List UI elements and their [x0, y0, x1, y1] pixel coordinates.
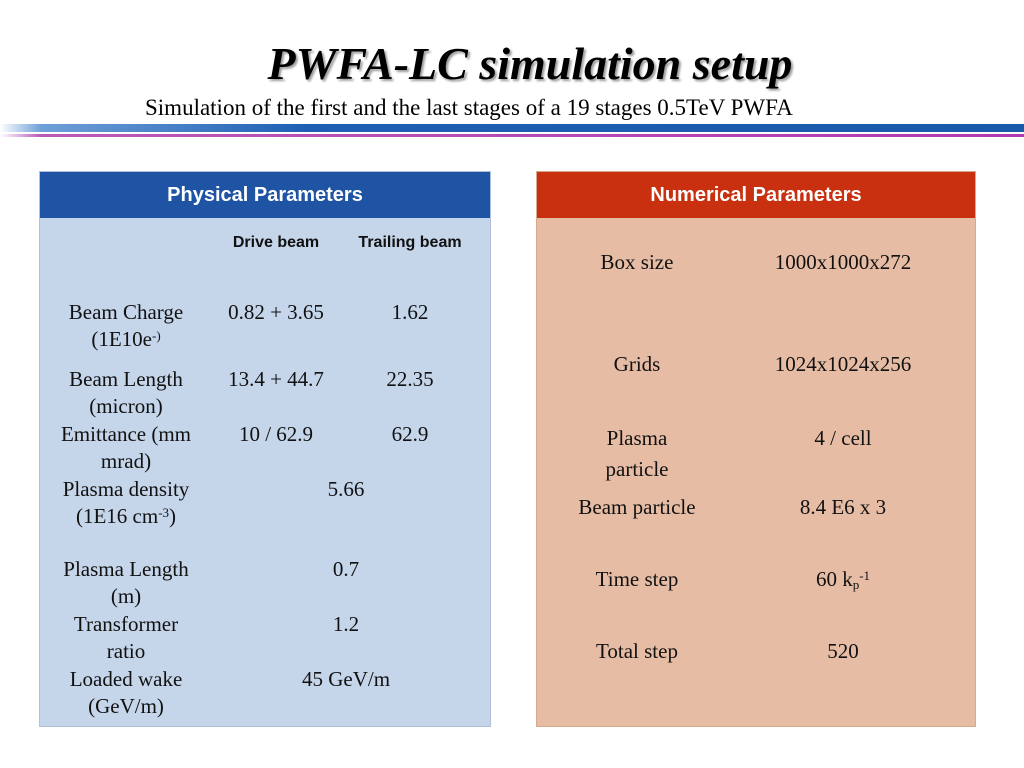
col-header-drive: Drive beam	[232, 234, 320, 251]
numerical-parameters-header: Numerical Parameters	[537, 172, 975, 218]
slide-subtitle: Simulation of the first and the last stages of a 19 stages 0.5TeV PWFA	[145, 95, 793, 120]
num-value-total-step: 520	[827, 639, 859, 663]
num-label-time-step: Time step	[595, 567, 679, 591]
row-label-emittance	[40, 421, 212, 475]
num-value-plasma-particle: 4 / cell	[814, 426, 872, 450]
drive-value: 10 / 62.9	[238, 422, 314, 446]
row-label-transformer-ratio	[40, 611, 212, 665]
row-label-line1: Beam Length	[69, 367, 183, 391]
row-label-line2: mrad)	[100, 449, 152, 473]
row-label-plasma-density	[40, 476, 212, 530]
row-label-line2: (m)	[110, 584, 142, 608]
num-value-box-size: 1000x1000x272	[774, 250, 912, 274]
num-label-grids: Grids	[613, 352, 661, 376]
num-label-plasma-particle	[537, 423, 737, 485]
num-label-line1: Plasma	[606, 426, 668, 450]
drive-value: 0.82 + 3.65	[228, 300, 324, 324]
row-label-line2: (micron)	[89, 394, 163, 418]
col-header-trailing: Trailing beam	[358, 234, 462, 251]
num-value-beam-particle: 8.4 E6 x 3	[799, 495, 887, 519]
row-label-beam-length	[40, 366, 212, 420]
trailing-value: 1.62	[391, 300, 429, 324]
row-label-line2: (1E16 $cm^{-3}$)	[75, 504, 177, 528]
trailing-value: 22.35	[386, 367, 434, 391]
row-label-line1: Emittance (mm	[60, 422, 192, 446]
row-label-line1: Beam Charge	[68, 300, 184, 324]
num-label-line2: particle	[605, 457, 669, 481]
physical-parameters-header: Physical Parameters	[40, 172, 490, 218]
row-label-line1: Loaded wake	[69, 667, 183, 691]
shared-value: 5.66	[327, 477, 365, 501]
row-label-line2: (1E10e-)	[91, 327, 161, 351]
row-label-line1: Transformer	[73, 612, 179, 636]
drive-value: 13.4 + 44.7	[228, 367, 324, 391]
row-label-line2: ratio	[106, 639, 146, 663]
numerical-parameters-panel	[536, 171, 976, 727]
row-label-plasma-length	[40, 556, 212, 610]
physical-parameters-panel	[39, 171, 491, 727]
row-label-line1: Plasma Length	[63, 557, 189, 581]
row-label-loaded-wake	[40, 666, 212, 720]
num-label-box-size: Box size	[600, 250, 674, 274]
row-label-line1: Plasma density	[62, 477, 190, 501]
shared-value: 1.2	[332, 612, 360, 636]
num-label-beam-particle: Beam particle	[578, 495, 696, 519]
num-value-grids: 1024x1024x256	[774, 352, 912, 376]
row-label-line2: (GeV/m)	[88, 694, 164, 718]
trailing-value: 62.9	[391, 422, 429, 446]
blue-divider	[0, 124, 1024, 132]
slide-title: PWFA-LC simulation setup	[267, 38, 793, 89]
num-value-time-step: 60 $k_p^{-1}$	[815, 567, 871, 592]
magenta-divider	[0, 134, 1024, 137]
num-label-total-step: Total step	[596, 639, 678, 663]
shared-value: 45 GeV/m	[301, 667, 391, 691]
shared-value: 0.7	[332, 557, 360, 581]
row-label-beam-charge	[40, 299, 212, 353]
